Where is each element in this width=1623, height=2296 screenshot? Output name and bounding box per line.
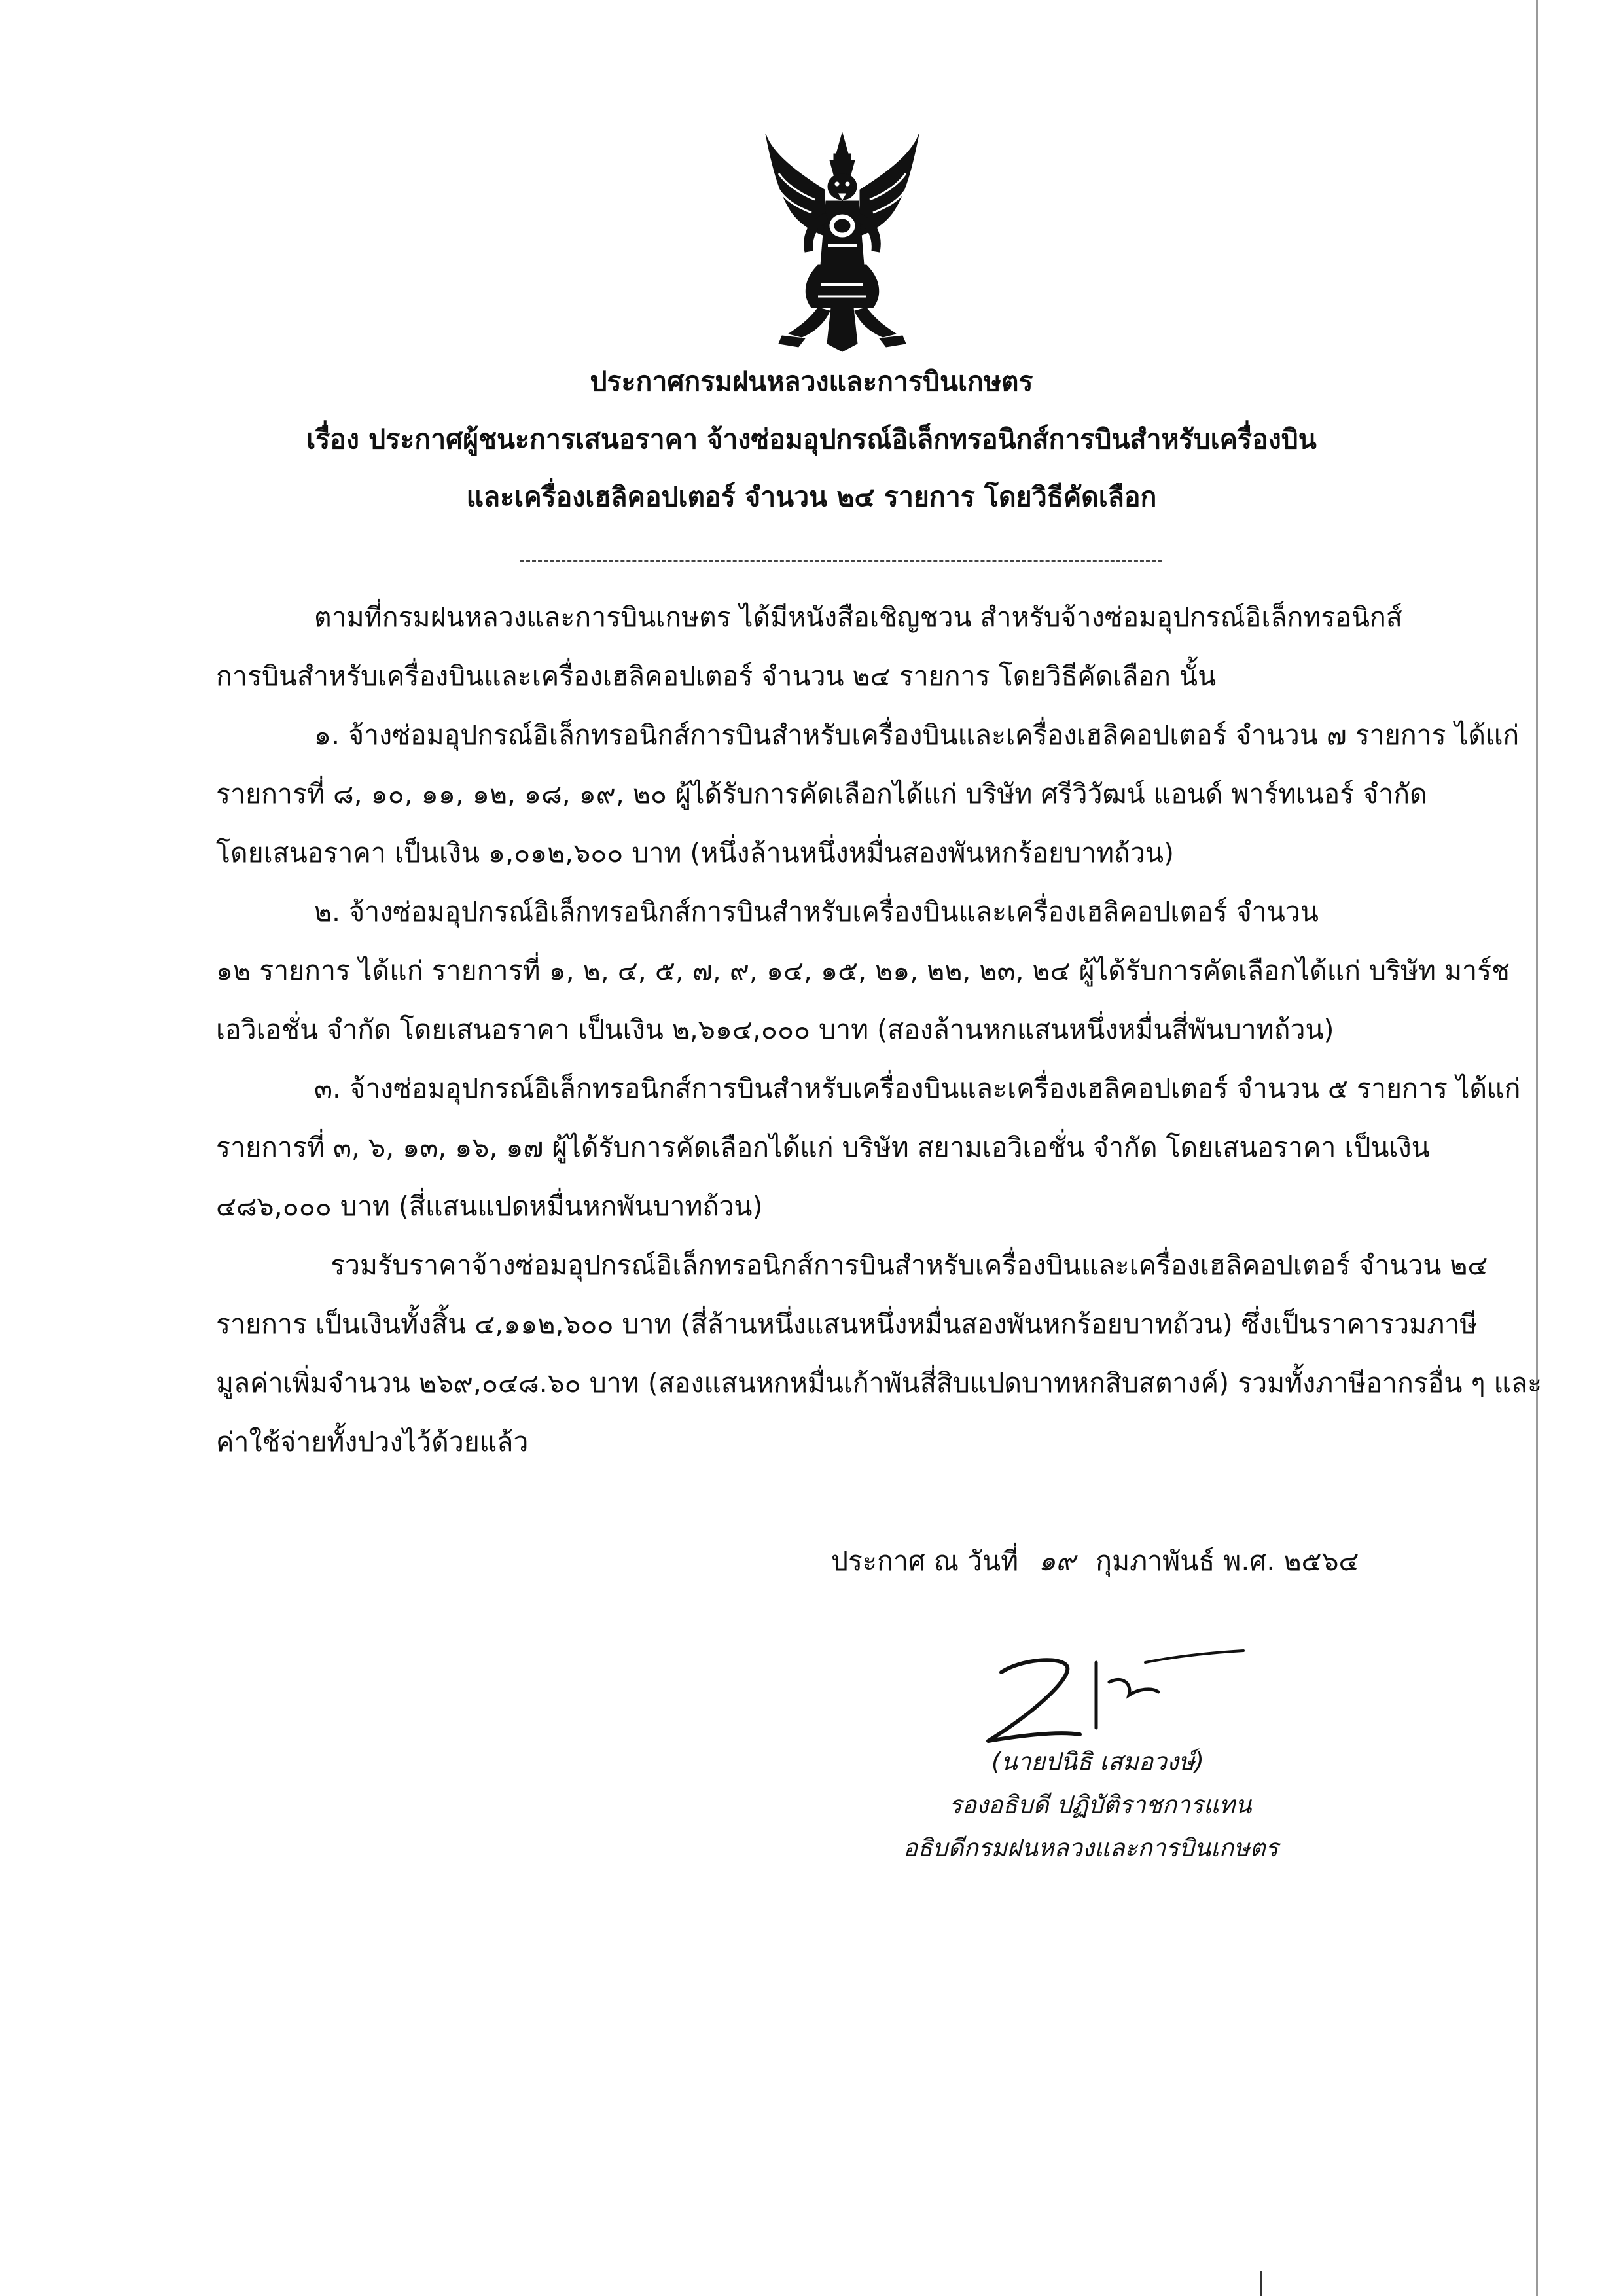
- item1-line-2: รายการที่ ๘, ๑๐, ๑๑, ๑๒, ๑๘, ๑๙, ๒๐ ผู้ได้รับการคัดเลือกได้แก่ บริษัท ศรีวิวัฒน์ แอนด์ พาร์ทเนอร์ จำกัด: [216, 778, 1427, 810]
- total-line-2: รายการ เป็นเงินทั้งสิ้น ๔,๑๑๒,๖๐๐ บาท (สี่ล้านหนึ่งแสนหนึ่งหมื่นสองพันหกร้อยบาทถ้วน) ซึ่งเป็นราคารวมภาษี: [216, 1308, 1478, 1340]
- document-subject-line-1: เรื่อง ประกาศผู้ชนะการเสนอราคา จ้างซ่อมอุปกรณ์อิเล็กทรอนิกส์การบินสำหรับเครื่องบิน: [306, 423, 1317, 455]
- scan-edge-line: [1536, 0, 1538, 2296]
- announcement-month-year: กุมภาพันธ์ พ.ศ. ๒๕๖๔: [1096, 1545, 1359, 1577]
- intro-line-1: ตามที่กรมฝนหลวงและการบินเกษตร ได้มีหนังสือเชิญชวน สำหรับจ้างซ่อมอุปกรณ์อิเล็กทรอนิกส์: [314, 601, 1402, 633]
- document-title: ประกาศกรมฝนหลวงและการบินเกษตร: [590, 366, 1033, 397]
- signer-name: (นายปนิธิ เสมอวงษ์): [991, 1748, 1204, 1776]
- total-line-3: มูลค่าเพิ่มจำนวน ๒๖๙,๐๔๘.๖๐ บาท (สองแสนหกหมื่นเก้าพันสี่สิบแปดบาทหกสิบสตางค์) รวมทั้งภาษีอากรอื่น ๆ และ: [216, 1367, 1543, 1399]
- total-line-4: ค่าใช้จ่ายทั้งปวงไว้ด้วยแล้ว: [216, 1426, 529, 1458]
- signer-position-2: อธิบดีกรมฝนหลวงและการบินเกษตร: [903, 1834, 1279, 1862]
- item1-line-3: โดยเสนอราคา เป็นเงิน ๑,๐๑๒,๖๐๐ บาท (หนึ่งล้านหนึ่งหมื่นสองพันหกร้อยบาทถ้วน): [216, 837, 1175, 869]
- scan-mark: [1260, 2271, 1262, 2296]
- title-divider: [520, 560, 1162, 562]
- announcement-day: ๑๙: [1039, 1545, 1076, 1577]
- item3-line-2: รายการที่ ๓, ๖, ๑๓, ๑๖, ๑๗ ผู้ได้รับการคัดเลือกได้แก่ บริษัท สยามเอวิเอชั่น จำกัด โดยเสนอราคา เป็นเงิน: [216, 1132, 1430, 1163]
- item2-line-1: ๒. จ้างซ่อมอุปกรณ์อิเล็กทรอนิกส์การบินสำหรับเครื่องบินและเครื่องเฮลิคอปเตอร์ จำนวน: [314, 896, 1319, 927]
- garuda-emblem-icon: [753, 128, 933, 353]
- item2-line-3: เอวิเอชั่น จำกัด โดยเสนอราคา เป็นเงิน ๒,๖๑๔,๐๐๐ บาท (สองล้านหกแสนหนึ่งหมื่นสี่พันบาทถ้วน): [216, 1014, 1334, 1045]
- item3-line-3: ๔๘๖,๐๐๐ บาท (สี่แสนแปดหมื่นหกพันบาทถ้วน): [216, 1191, 763, 1222]
- announcement-prefix: ประกาศ ณ วันที่: [831, 1545, 1019, 1577]
- item1-line-1: ๑. จ้างซ่อมอุปกรณ์อิเล็กทรอนิกส์การบินสำหรับเครื่องบินและเครื่องเฮลิคอปเตอร์ จำนวน ๗ รายการ ได้แก่: [314, 719, 1520, 751]
- announcement-date: [831, 1538, 1359, 1584]
- intro-line-2: การบินสำหรับเครื่องบินและเครื่องเฮลิคอปเตอร์ จำนวน ๒๔ รายการ โดยวิธีคัดเลือก นั้น: [216, 660, 1217, 692]
- signer-position-1: รองอธิบดี ปฏิบัติราชการแทน: [949, 1791, 1252, 1819]
- handwritten-signature: [982, 1636, 1257, 1754]
- item2-line-2: ๑๒ รายการ ได้แก่ รายการที่ ๑, ๒, ๔, ๕, ๗, ๙, ๑๔, ๑๕, ๒๑, ๒๒, ๒๓, ๒๔ ผู้ได้รับการคัดเลือกได้แก่ บริษัท มาร์ช: [216, 955, 1510, 986]
- document-subject-line-2: และเครื่องเฮลิคอปเตอร์ จำนวน ๒๔ รายการ โดยวิธีคัดเลือก: [466, 481, 1157, 512]
- item3-line-1: ๓. จ้างซ่อมอุปกรณ์อิเล็กทรอนิกส์การบินสำหรับเครื่องบินและเครื่องเฮลิคอปเตอร์ จำนวน ๕ รายการ ได้แก่: [314, 1073, 1521, 1104]
- total-line-1: รวมรับราคาจ้างซ่อมอุปกรณ์อิเล็กทรอนิกส์การบินสำหรับเครื่องบินและเครื่องเฮลิคอปเตอร์ จำนวน ๒๔: [330, 1249, 1488, 1281]
